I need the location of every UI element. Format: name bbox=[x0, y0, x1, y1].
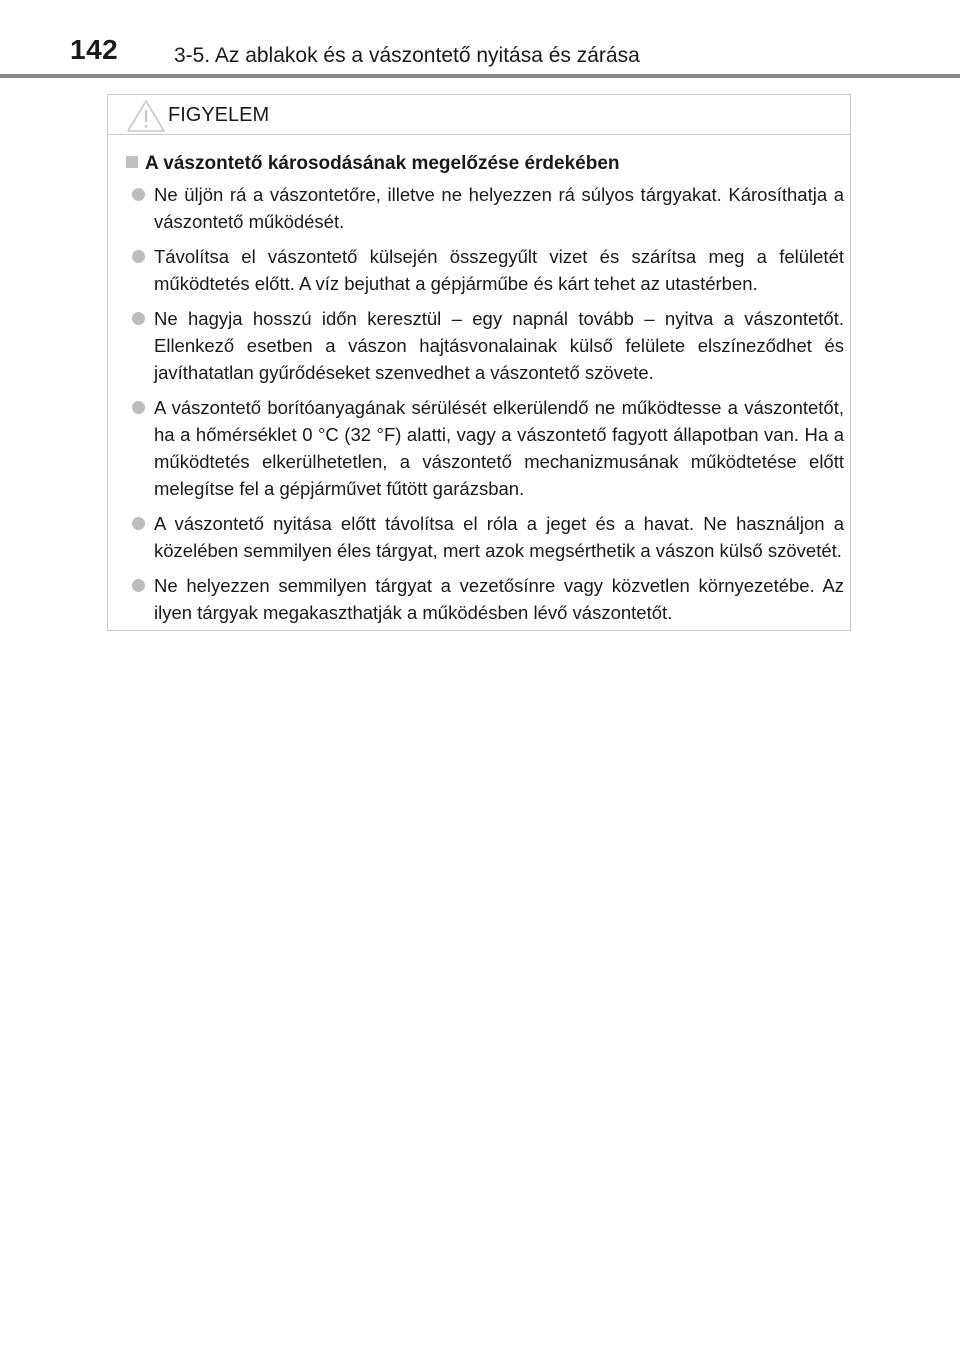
list-item bbox=[126, 394, 844, 502]
section-title: 3-5. Az ablakok és a vászontető nyitása és zárása bbox=[174, 44, 640, 67]
warning-bullet-list bbox=[126, 181, 844, 634]
list-item bbox=[126, 305, 844, 386]
list-item-text: Távolítsa el vászontető külsején összegyűlt vizet és szárítsa meg a felületét működtetés előtt. A víz bejuthat a gépjárműbe és kárt tehet az utastérben. bbox=[154, 246, 844, 294]
warning-subheading bbox=[126, 153, 620, 175]
list-item bbox=[126, 181, 844, 235]
square-bullet-icon bbox=[126, 156, 138, 168]
circle-bullet-icon bbox=[132, 188, 145, 201]
list-item-text: Ne hagyja hosszú időn keresztül – egy napnál tovább – nyitva a vászontetőt. Ellenkező esetben a vászon hajtásvonalainak külső felülete elszíneződhet és javíthatatlan gyűrődéseket szenvedhet a vászontető szövete. bbox=[154, 308, 844, 383]
circle-bullet-icon bbox=[132, 312, 145, 325]
page-number: 142 bbox=[70, 34, 119, 65]
warning-triangle-icon bbox=[126, 99, 166, 133]
header-divider bbox=[0, 74, 960, 78]
list-item-text: Ne üljön rá a vászontetőre, illetve ne helyezzen rá súlyos tárgyakat. Károsíthatja a vászontető működését. bbox=[154, 184, 844, 232]
warning-subheading-text: A vászontető károsodásának megelőzése érdekében bbox=[145, 153, 620, 174]
circle-bullet-icon bbox=[132, 517, 145, 530]
warning-title: FIGYELEM bbox=[168, 104, 270, 126]
list-item bbox=[126, 510, 844, 564]
list-item bbox=[126, 572, 844, 626]
warning-box bbox=[107, 94, 851, 631]
list-item bbox=[126, 243, 844, 297]
warning-header bbox=[108, 95, 850, 135]
list-item-text: A vászontető nyitása előtt távolítsa el róla a jeget és a havat. Ne használjon a közelében semmilyen éles tárgyat, mert azok megsérthetik a vászon külső szövetét. bbox=[154, 513, 844, 561]
circle-bullet-icon bbox=[132, 579, 145, 592]
page-header bbox=[0, 0, 960, 80]
circle-bullet-icon bbox=[132, 250, 145, 263]
circle-bullet-icon bbox=[132, 401, 145, 414]
list-item-text: Ne helyezzen semmilyen tárgyat a vezetősínre vagy közvetlen környezetébe. Az ilyen tárgyak megakaszthatják a működésben lévő vászontetőt. bbox=[154, 575, 844, 623]
list-item-text: A vászontető borítóanyagának sérülését elkerülendő ne működtesse a vászontetőt, ha a hőmérséklet 0 °C (32 °F) alatti, vagy a vászontető fagyott állapotban van. Ha a működtetés elkerülhetetlen, a vászontető mechanizmusának működtetése előtt melegítse fel a gépjárművet fűtött garázsban. bbox=[154, 397, 844, 499]
